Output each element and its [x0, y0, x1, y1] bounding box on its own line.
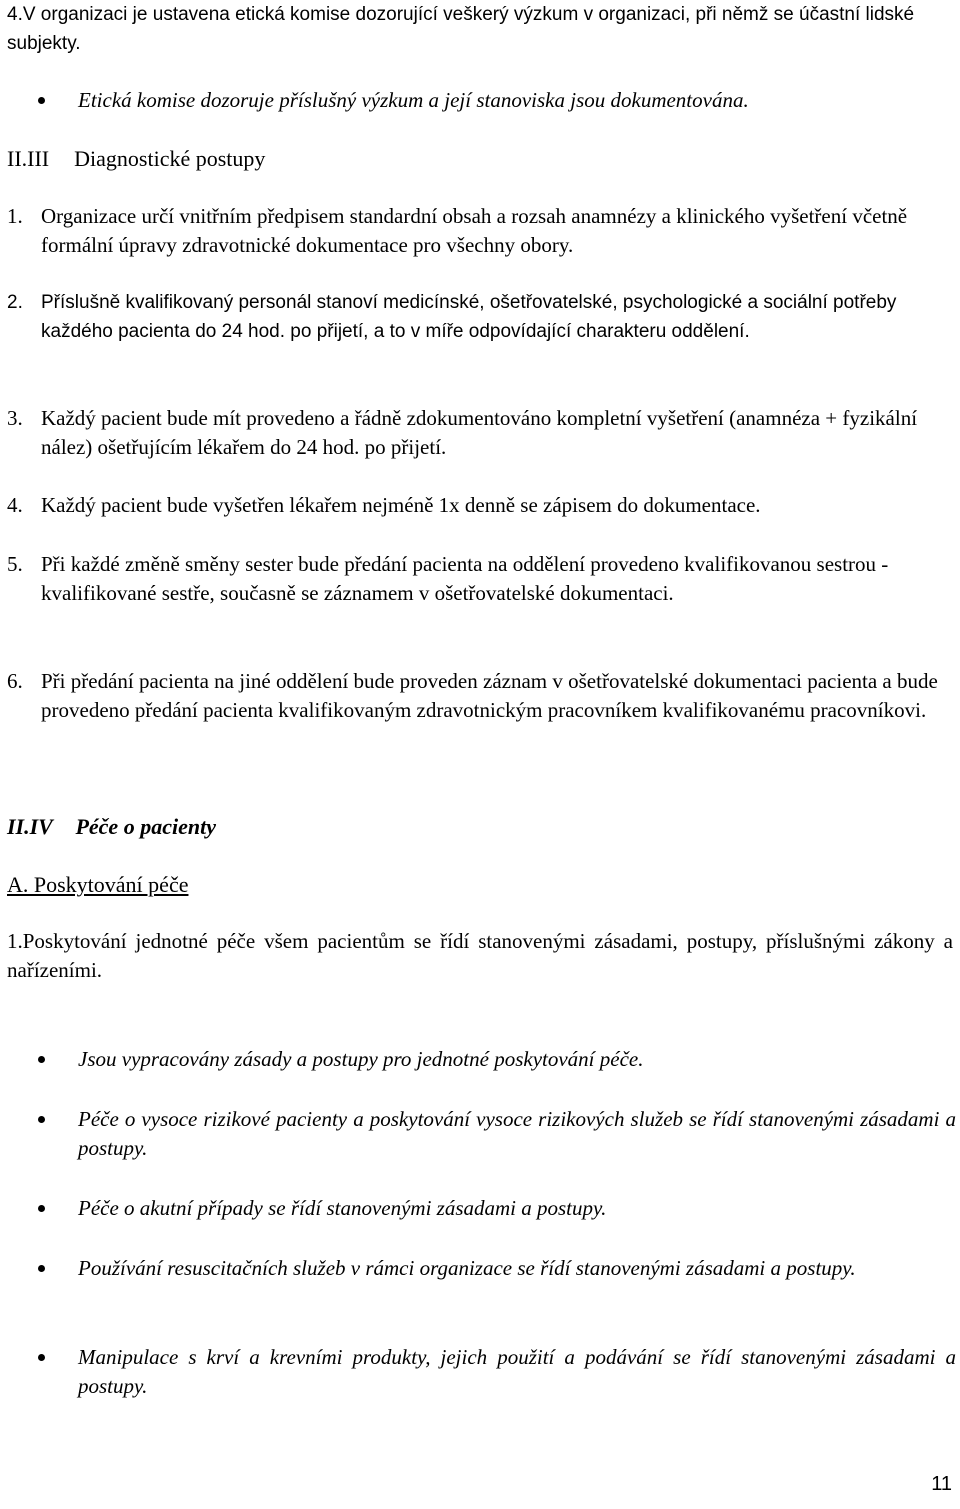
section-heading-iii [7, 144, 265, 173]
section-number: II.III [7, 146, 50, 171]
bullet-icon [38, 1056, 45, 1063]
item-number: 1. [7, 204, 23, 228]
item-number: 4. [7, 493, 23, 517]
subheading-a: A. Poskytování péče [7, 872, 189, 897]
item-number: 5. [7, 552, 23, 576]
diagnostic-item-6 [7, 667, 953, 725]
care-bullet-3 [38, 1194, 956, 1223]
diagnostic-item-1 [7, 202, 953, 260]
care-bullet-5 [38, 1343, 956, 1401]
bullet-text: Etická komise dozoruje příslušný výzkum a její stanoviska jsou dokumentována. [78, 88, 749, 112]
item-text: Organizace určí vnitřním předpisem standardní obsah a rozsah anamnézy a klinického vyšetření včetně formální úpravy zdravotnické dokumentace pro všechny obory. [41, 204, 908, 257]
item-number: 3. [7, 406, 23, 430]
diagnostic-item-3 [7, 404, 953, 462]
diagnostic-item-5 [7, 550, 953, 608]
care-bullet-2 [38, 1105, 956, 1163]
item-text: Při předání pacienta na jiné oddělení bude proveden záznam v ošetřovatelské dokumentaci pacienta a bude provedeno předání pacienta kvalifikovaným zdravotnickým pracovníkem kvalifikovanému pracovníkovi. [41, 669, 938, 722]
bullet-text: Jsou vypracovány zásady a postupy pro jednotné poskytování péče. [78, 1047, 644, 1071]
care-bullet-4 [38, 1254, 956, 1283]
diagnostic-item-4 [7, 491, 953, 520]
page-number: 11 [931, 1473, 952, 1495]
item-number: 2. [7, 292, 23, 313]
bullet-text: Manipulace s krví a krevními produkty, jejich použití a podávání se řídí stanovenými zásadami a postupy. [78, 1345, 956, 1398]
section-title: Diagnostické postupy [74, 146, 266, 171]
section-heading-iv [7, 812, 216, 841]
diagnostic-item-2 [7, 288, 953, 346]
bullet-icon [38, 1116, 45, 1123]
bullet-icon [38, 97, 45, 104]
care-bullet-1 [38, 1045, 956, 1074]
section-number: II.IV [7, 814, 53, 839]
item-text: Každý pacient bude vyšetřen lékařem nejméně 1x denně se zápisem do dokumentace. [41, 493, 761, 517]
item-text: Každý pacient bude mít provedeno a řádně zdokumentováno kompletní vyšetření (anamnéza + fyzikální nález) ošetřujícím lékařem do 24 hod. po přijetí. [41, 406, 918, 459]
item-number: 6. [7, 669, 23, 693]
bullet-text: Používání resuscitačních služeb v rámci organizace se řídí stanovenými zásadami a postupy. [78, 1256, 856, 1280]
bullet-icon [38, 1205, 45, 1212]
item-text: Příslušně kvalifikovaný personál stanoví medicínské, ošetřovatelské, psychologické a sociální potřeby každého pacienta do 24 hod. po přijetí, a to v míře odpovídající charakteru oddělení. [41, 292, 897, 342]
item-text: Při každé změně směny sester bude předání pacienta na oddělení provedeno kvalifikovanou sestrou - kvalifikované sestře, současně se záznamem v ošetřovatelské dokumentaci. [41, 552, 889, 605]
care-paragraph-1: 1.Poskytování jednotné péče všem pacientům se řídí stanovenými zásadami, postupy, příslušnými zákony a nařízeními. [7, 929, 953, 982]
intro-item-4: 4.V organizaci je ustavena etická komise dozorující veškerý výzkum v organizaci, při němž se účastní lidské subjekty. [7, 4, 915, 54]
intro-bullet [38, 86, 956, 115]
bullet-icon [38, 1265, 45, 1272]
bullet-text: Péče o vysoce rizikové pacienty a poskytování vysoce rizikových služeb se řídí stanovenými zásadami a postupy. [78, 1107, 956, 1160]
bullet-text: Péče o akutní případy se řídí stanovenými zásadami a postupy. [78, 1196, 607, 1220]
bullet-icon [38, 1354, 45, 1361]
section-title: Péče o pacienty [75, 814, 216, 839]
